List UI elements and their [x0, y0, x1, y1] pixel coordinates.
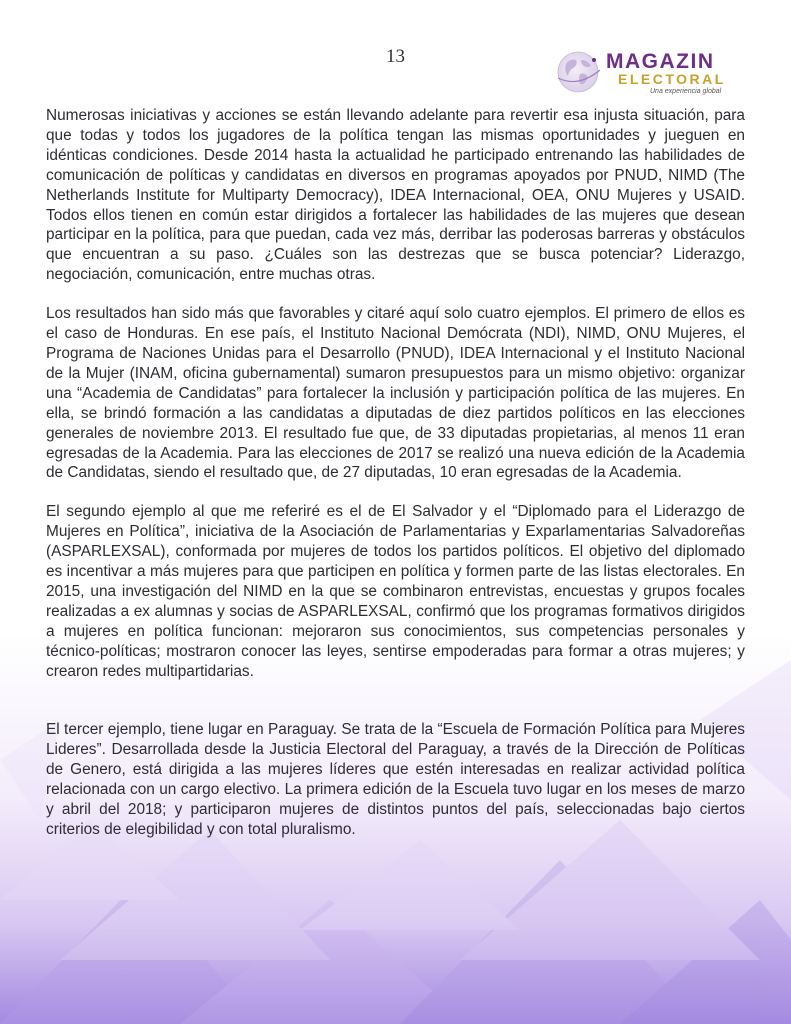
paragraph-4: El tercer ejemplo, tiene lugar en Paraguay. Se trata de la “Escuela de Formación Política para Mujeres Lideres”. Desarrollada desde la Justicia Electoral del Paraguay, a través de la Dirección de Políticas de Genero, está dirigida a las mujeres líderes que estén interesadas en realizar actividad política relacionada con un cargo electivo. La primera edición de la Escuela tuvo lugar en los meses de marzo y abril del 2018; y participaron mujeres de distintos puntos del país, seleccionadas bajo ciertos criterios de elegibilidad y con total pluralismo. [46, 721, 745, 838]
article-body [46, 106, 745, 840]
paragraph-3: El segundo ejemplo al que me referiré es el de El Salvador y el “Diplomado para el Liderazgo de Mujeres en Política”, iniciativa de la Asociación de Parlamentarias y Exparlamentarias Salvadoreñas (ASPARLEXSAL), conformada por mujeres de todos los partidos políticos. El objetivo del diplomado es incentivar a más mujeres para que participen en política y formen parte de las listas electorales. En 2015, una investigación del NIMD en la que se combinaron entrevistas, encuestas y grupos focales realizadas a ex alumnas y socias de ASPARLEXSAL, confirmó que los programas formativos dirigidos a mujeres en política funcionan: mejoraron sus conocimientos, sus competencias personales y técnico-políticas; mostraron conocer las leyes, sentirse empoderadas para formar a otras mujeres; y crearon redes multipartidarias. [46, 503, 745, 680]
globe-icon [554, 48, 606, 96]
logo-subtitle: ELECTORAL [618, 71, 726, 87]
logo-title: MAGAZIN [606, 50, 715, 73]
page-number: 13 [386, 46, 405, 67]
paragraph-2: Los resultados han sido más que favorables y citaré aquí solo cuatro ejemplos. El primero de ellos es el caso de Honduras. En ese país, el Instituto Nacional Demócrata (NDI), NIMD, ONU Mujeres, el Programa de Naciones Unidas para el Desarrollo (PNUD), IDEA Internacional y el Instituto Nacional de la Mujer (INAM, oficina gubernamental) sumaron presupuestos para un mismo objetivo: organizar una “Academia de Candidatas” para fortalecer la inclusión y participación política de las mujeres. En ella, se brindó formación a las candidatas a diputadas de diez partidos políticos en las elecciones generales de noviembre 2013. El resultado fue que, de 33 diputadas propietarias, al menos 11 eran egresadas de la Academia. Para las elecciones de 2017 se realizó una nueva edición de la Academia de Candidatas, siendo el resultado que, de 27 diputadas, 10 eran egresadas de la Academia. [46, 305, 745, 482]
logo-tagline: Una experiencia global [650, 88, 722, 95]
paragraph-1: Numerosas iniciativas y acciones se están llevando adelante para revertir esa injusta situación, para que todas y todos los jugadores de la política tengan las mismas oportunidades y jueguen en idénticas condiciones. Desde 2014 hasta la actualidad he participado entrenando las habilidades de comunicación de políticas y candidatas en diversos en programas apoyados por PNUD, NIMD (The Netherlands Institute for Multiparty Democracy), IDEA Internacional, OEA, ONU Mujeres y USAID. Todos ellos tienen en común estar dirigidos a fortalecer las habilidades de las mujeres que desean participar en la política, para que puedan, cada vez más, derribar las poderosas barreras y obstáculos que encuentran a su paso. ¿Cuáles son las destrezas que se busca potenciar? Liderazgo, negociación, comunicación, entre muchas otras. [46, 107, 745, 284]
magazin-electoral-logo [554, 48, 734, 100]
